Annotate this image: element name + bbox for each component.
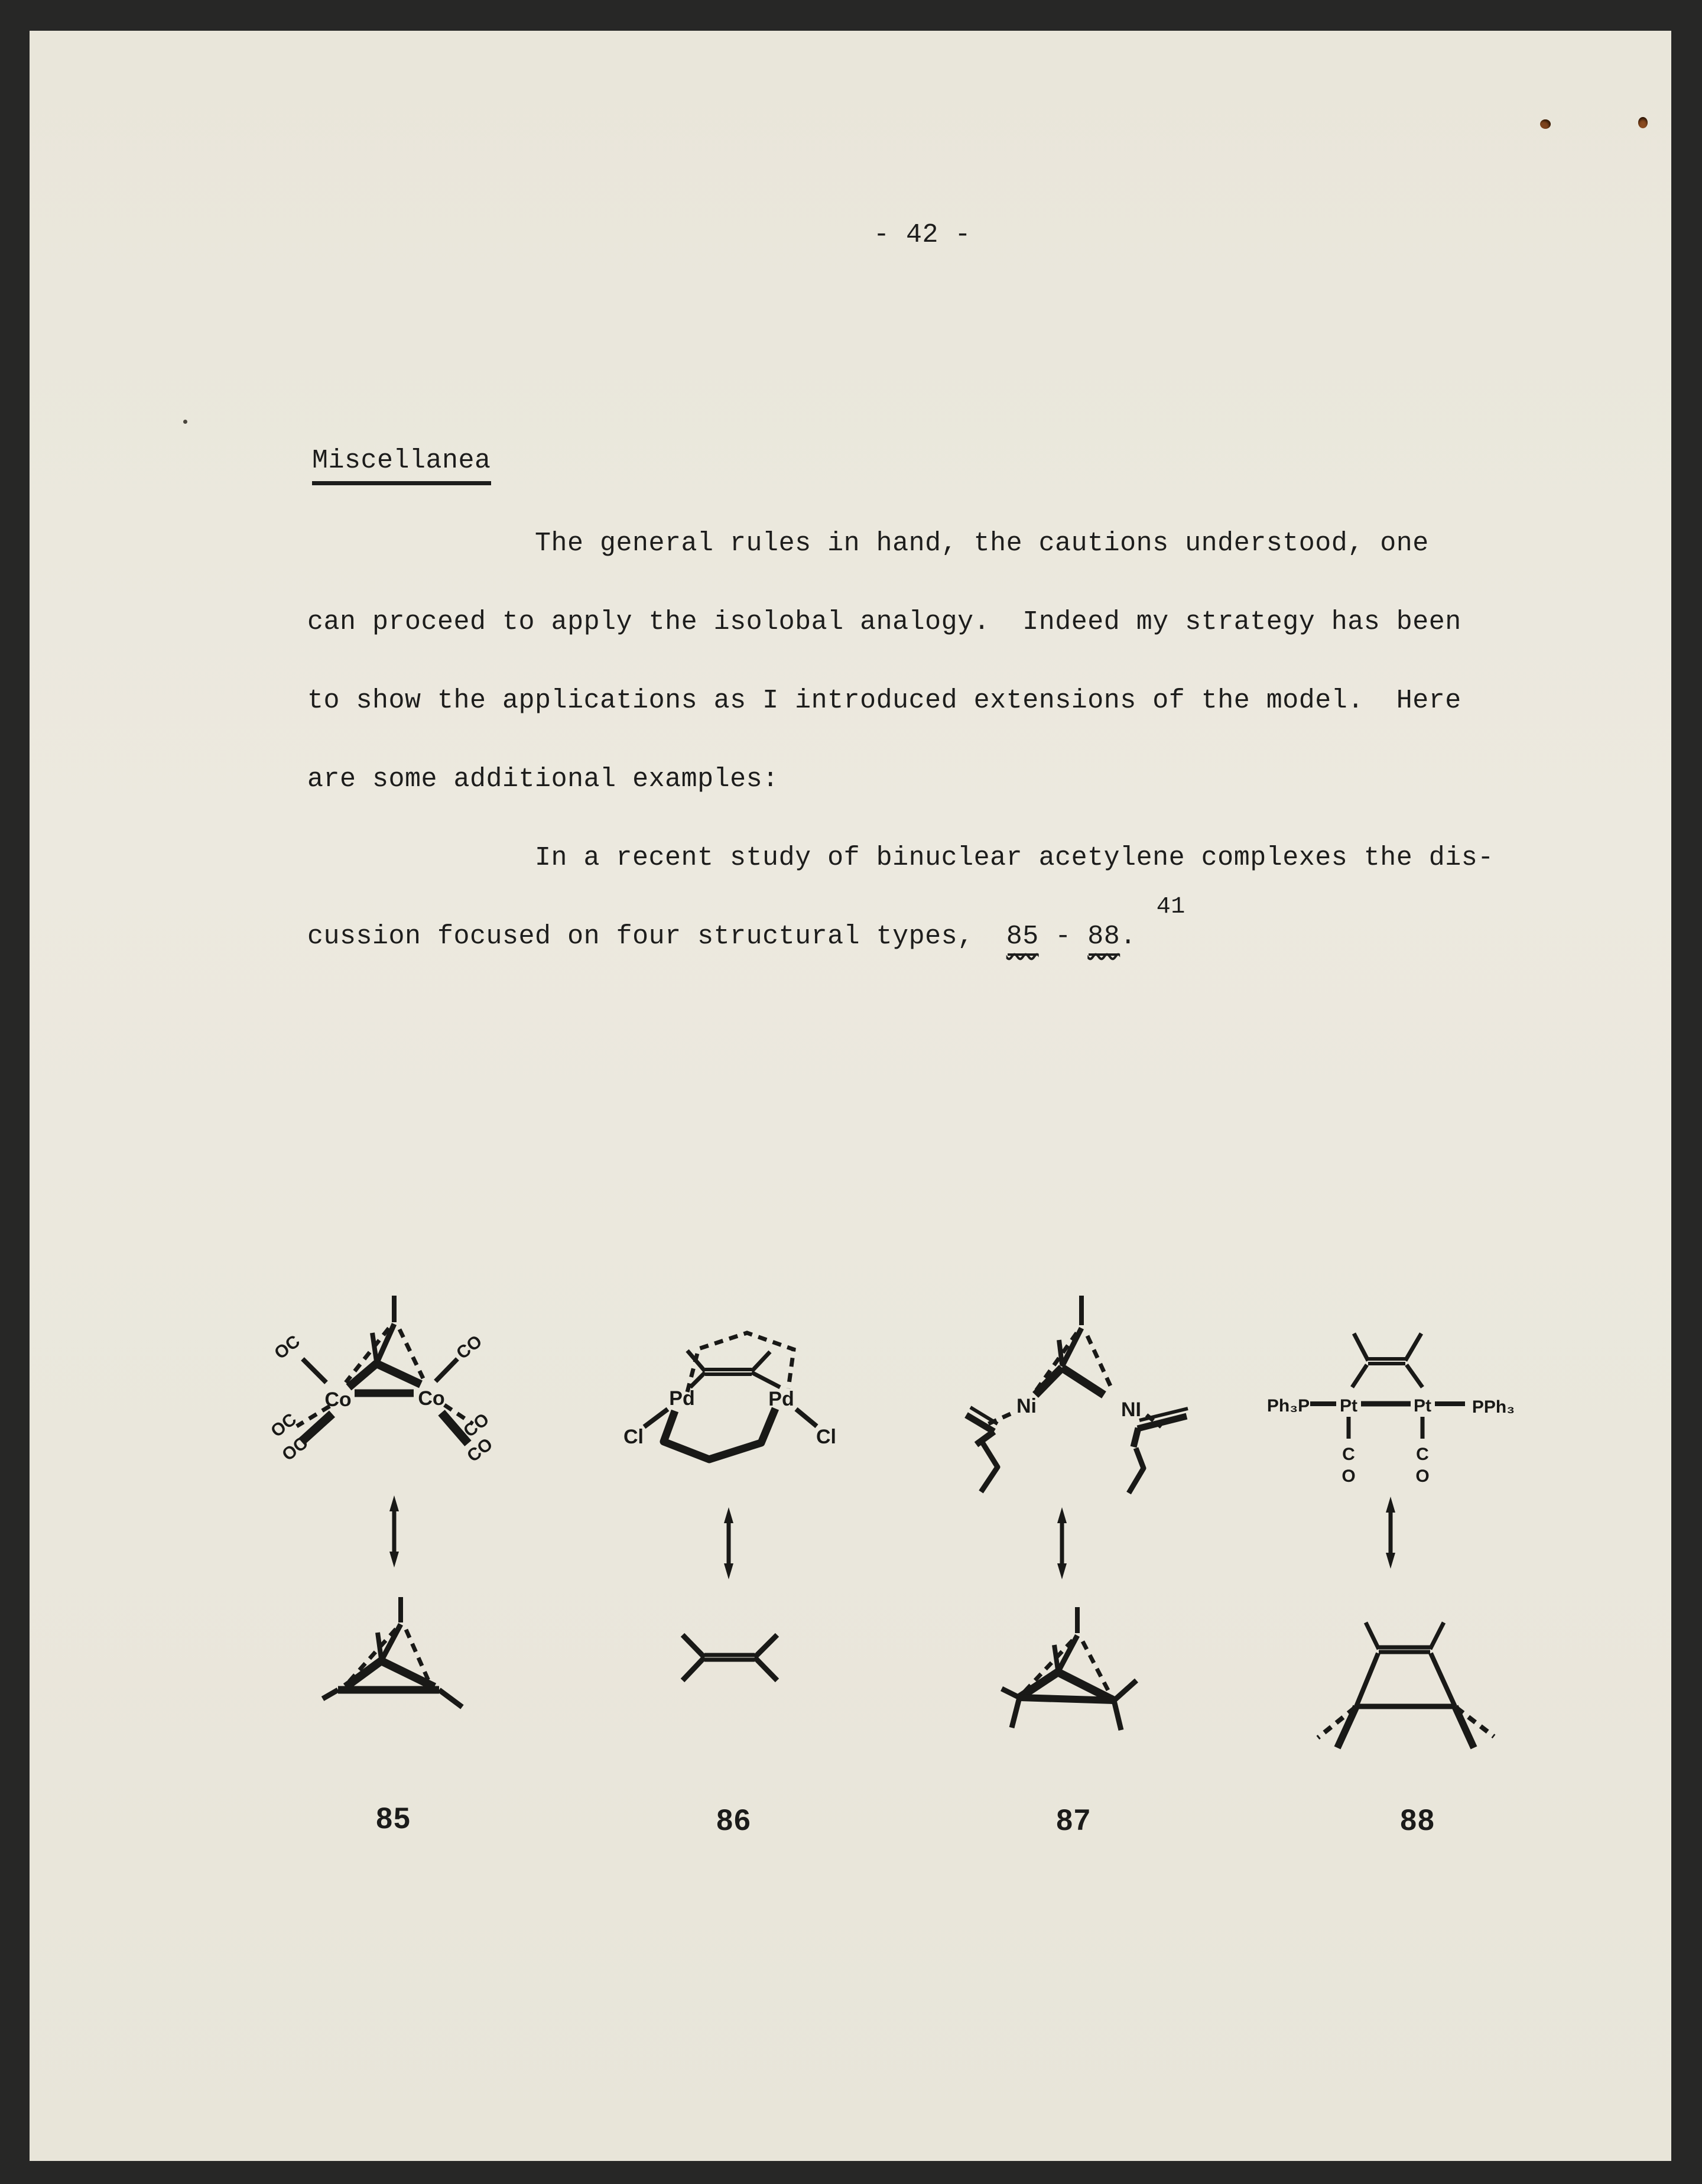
backbone-bonds [1310,1404,1465,1439]
line6-period: . [1120,921,1136,952]
paragraph-line-4: are some additional examples: [307,764,779,794]
page-number: - 42 - [873,220,972,250]
arrowhead-up [724,1507,733,1523]
bicyclic-bonds [1002,1607,1136,1730]
arrowhead-up [1057,1507,1067,1523]
arrowhead-down [724,1563,733,1579]
arrowhead-down [389,1552,399,1568]
arrowhead-up [1386,1497,1395,1513]
carbonyl-o-right: O [1415,1466,1430,1486]
ligand-label-oc-bottom-left-1: OC [267,1409,301,1442]
isolobal-arrow-icon [709,1507,749,1579]
atom-label-cl-right: Cl [816,1426,836,1448]
atom-label-ni-left: Ni [1016,1395,1037,1417]
ligand-label-oc-bottom-left-2: OC [278,1433,312,1465]
paragraph-line-6 [307,894,1185,955]
ligand-label-co-top-right: CO [453,1331,486,1364]
ligand-label-pph3-right: PPh₃ [1472,1397,1515,1417]
cyclobutene-bonds [1318,1622,1494,1748]
compound-ref-85: 85 [1006,921,1039,952]
allyl-ligand-bonds [966,1407,1188,1493]
alkyne-core-bonds [346,1296,423,1393]
structure-88-metal-complex [1262,1325,1593,1491]
structure-87-metal-complex [963,1290,1211,1502]
atom-label-pd-left: Pd [669,1387,695,1410]
carbonyl-o-left: O [1342,1466,1356,1486]
carbonyl-c-left: C [1342,1445,1355,1464]
alkene-bonds [1352,1333,1422,1387]
paragraph-line-5: In a recent study of binuclear acetylene complexes the dis- [535,843,1494,873]
atom-label-cl-left: Cl [623,1426,644,1448]
tetrahedrane-bonds [323,1597,462,1707]
arrowhead-down [1386,1553,1395,1569]
alkyne-core-bonds [1033,1296,1111,1395]
carbonyl-c-right: C [1416,1445,1429,1464]
atom-label-pt-right: Pt [1414,1396,1431,1416]
rust-speck [1638,117,1648,128]
atom-label-ni-right: NI [1121,1398,1141,1421]
arrowhead-up [389,1495,399,1511]
section-heading-text: Miscellanea [312,446,491,485]
alkene-and-arch-bonds [687,1333,794,1392]
orbital-loop [1375,1523,1389,1537]
atom-label-pt-left: Pt [1340,1396,1357,1416]
line6-prefix: cussion focused on four structural types, [307,921,1006,952]
atom-label-co-right: Co [418,1387,445,1410]
compound-ref-88: 88 [1087,921,1120,952]
line6-separator: - [1038,921,1088,952]
alkene-bonds [683,1635,777,1680]
structure-86-metal-complex [621,1322,857,1470]
ligand-label-co-bottom-right-2: CO [463,1434,497,1466]
document-page [30,31,1671,2161]
isolobal-arrow-icon [1042,1507,1082,1579]
structure-label-85: 85 [376,1802,411,1835]
arrowhead-down [1057,1563,1067,1579]
paragraph-line-1: The general rules in hand, the cautions understood, one [535,528,1429,559]
atom-label-pd-right: Pd [768,1388,794,1410]
paragraph-line-2: can proceed to apply the isolobal analogy. Indeed my strategy has been [307,607,1461,637]
ligand-label-pph3-left: Ph₃P [1266,1396,1310,1416]
chloride-and-chain-bonds [644,1409,817,1459]
rust-speck [1540,119,1551,129]
section-heading [312,444,491,478]
orbital-loop [713,1534,727,1548]
atom-label-co-left: Co [324,1388,352,1411]
structure-label-86: 86 [716,1803,752,1836]
orbital-loop [378,1522,392,1536]
paragraph-line-3: to show the applications as I introduced extensions of the model. Here [307,686,1461,716]
structure-85-metal-complex [266,1293,502,1470]
ligand-label-oc-top-left: OC [271,1331,304,1364]
structure-87-organic-analog [996,1600,1149,1736]
isolobal-arrow-icon [374,1495,414,1568]
ink-speck [183,420,187,424]
structure-88-organic-analog [1309,1612,1504,1760]
structure-85-organic-analog [319,1591,473,1721]
ligand-label-co-bottom-right-1: CO [460,1409,493,1442]
structure-label-87: 87 [1056,1803,1092,1836]
footnote-ref-41: 41 [1156,894,1185,920]
orbital-loop [1046,1534,1060,1548]
isolobal-arrow-icon [1370,1497,1411,1569]
structure-label-88: 88 [1400,1803,1435,1836]
structure-86-organic-analog [671,1621,789,1695]
